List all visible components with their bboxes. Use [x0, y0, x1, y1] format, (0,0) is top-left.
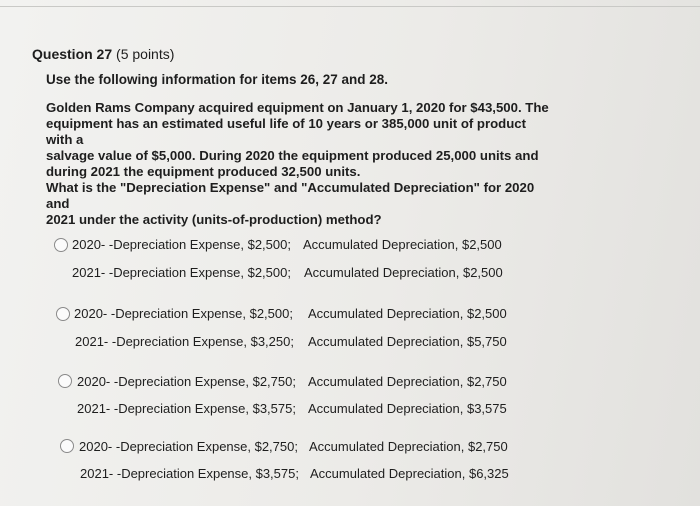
paragraph-line: equipment has an estimated useful life of 10 years or 385,000 unit of product with a — [46, 116, 527, 147]
option-accumulated: Accumulated Depreciation, $2,500 — [308, 306, 507, 321]
option-3-line-2020-acc — [308, 374, 507, 389]
option-expense: 2021- -Depreciation Expense, $3,575; — [80, 466, 299, 481]
option-expense: 2020- -Depreciation Expense, $2,750; — [77, 374, 296, 389]
option-2-line-2020-acc — [308, 306, 507, 321]
prompt-method: activity (units-of-production) — [142, 212, 323, 227]
question-title — [32, 46, 174, 62]
prompt-line — [46, 212, 556, 228]
question-points: (5 points) — [116, 46, 175, 62]
question-prompt — [46, 180, 556, 228]
prompt-text: method? — [322, 212, 382, 227]
option-3-line-2021 — [77, 401, 296, 416]
option-expense: 2020- -Depreciation Expense, $2,750; — [79, 439, 298, 454]
radio-button-option-4[interactable] — [60, 439, 74, 453]
option-expense: 2020- -Depreciation Expense, $2,500; — [74, 306, 293, 321]
option-2-line-2020 — [74, 306, 293, 321]
divider — [0, 6, 700, 7]
radio-button-option-3[interactable] — [58, 374, 72, 388]
option-2-line-2021-acc — [308, 334, 507, 349]
option-accumulated: Accumulated Depreciation, $2,500 — [304, 265, 503, 280]
paragraph-line: Golden Rams Company acquired equipment on January 1, 2020 for $43,500. The — [46, 100, 549, 115]
option-4-line-2021 — [80, 466, 299, 481]
radio-button-option-1[interactable] — [54, 238, 68, 252]
option-expense: 2021- -Depreciation Expense, $3,250; — [75, 334, 294, 349]
question-number: Question 27 — [32, 46, 113, 62]
option-expense: 2021- -Depreciation Expense, $3,575; — [77, 401, 296, 416]
question-paragraph — [46, 100, 556, 180]
option-4-line-2021-acc — [310, 466, 509, 481]
prompt-text: 2021 under the — [46, 212, 143, 227]
option-4-line-2020 — [79, 439, 298, 454]
question-intro: Use the following information for items 26, 27 and 28. — [46, 72, 389, 87]
option-accumulated: Accumulated Depreciation, $3,575 — [308, 401, 507, 416]
paragraph-line: salvage value of $5,000. During 2020 the equipment produced 25,000 units and — [46, 148, 539, 163]
option-accumulated: Accumulated Depreciation, $2,750 — [308, 374, 507, 389]
option-accumulated: Accumulated Depreciation, $5,750 — [308, 334, 507, 349]
option-expense: 2020- -Depreciation Expense, $2,500; — [72, 237, 291, 252]
option-accumulated: Accumulated Depreciation, $2,500 — [303, 237, 502, 252]
option-3-line-2021-acc — [308, 401, 507, 416]
option-3-line-2020 — [77, 374, 296, 389]
option-4-line-2020-acc — [309, 439, 508, 454]
option-1-line-2020 — [72, 237, 291, 252]
option-1-line-2021-acc — [304, 265, 503, 280]
option-1-line-2020-acc — [303, 237, 502, 252]
prompt-line: What is the "Depreciation Expense" and "Accumulated Depreciation" for 2020 and — [46, 180, 535, 211]
option-expense: 2021- -Depreciation Expense, $2,500; — [72, 265, 291, 280]
option-1-line-2021 — [72, 265, 291, 280]
paragraph-line: during 2021 the equipment produced 32,500 units. — [46, 164, 361, 179]
option-accumulated: Accumulated Depreciation, $6,325 — [310, 466, 509, 481]
radio-button-option-2[interactable] — [56, 307, 70, 321]
option-2-line-2021 — [75, 334, 294, 349]
option-accumulated: Accumulated Depreciation, $2,750 — [309, 439, 508, 454]
